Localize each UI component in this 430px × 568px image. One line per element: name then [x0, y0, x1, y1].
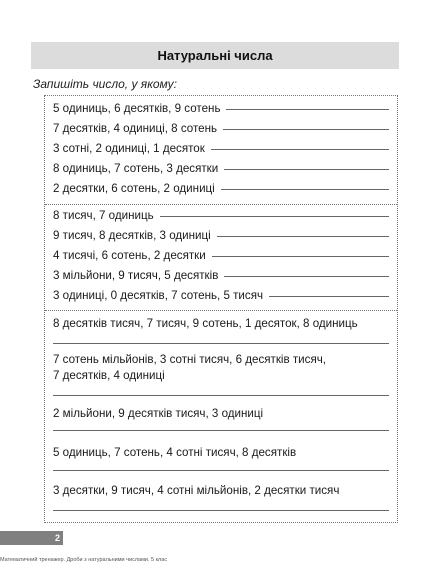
answer-line[interactable]: [221, 189, 389, 190]
answer-line[interactable]: [226, 109, 389, 110]
exercise-item: [53, 182, 389, 195]
exercise-item: [53, 142, 389, 155]
answer-line[interactable]: [53, 470, 389, 471]
exercise-item: [53, 249, 389, 262]
exercise-item: [53, 289, 389, 302]
exercise-item-text: 9 тисяч, 8 десятків, 3 одиниці: [53, 229, 211, 242]
exercise-item: [53, 209, 389, 222]
answer-line[interactable]: [212, 256, 389, 257]
exercise-item-text: 3 десятки, 9 тисяч, 4 сотні мільйонів, 2 десятки тисяч: [53, 484, 340, 497]
page-number: 2: [0, 531, 63, 545]
exercise-item: [53, 229, 389, 242]
exercise-item-text: 7 десятків, 4 одиниці: [53, 369, 165, 382]
answer-line[interactable]: [217, 236, 389, 237]
exercise-item-text: 7 сотень мільйонів, 3 сотні тисяч, 6 десятків тисяч,: [53, 353, 326, 366]
exercise-instruction: Запишіть число, у якому:: [33, 77, 177, 91]
exercise-item-text: 5 одиниць, 7 сотень, 4 сотні тисяч, 8 десятків: [53, 446, 297, 459]
answer-line[interactable]: [223, 129, 389, 130]
exercise-item-text: 2 мільйони, 9 десятків тисяч, 3 одиниці: [53, 407, 264, 420]
exercise-item: [53, 162, 389, 175]
exercise-item-text: 3 одиниці, 0 десятків, 7 сотень, 5 тисяч: [53, 289, 264, 302]
exercise-item-text: 3 сотні, 2 одиниці, 1 десяток: [53, 142, 205, 155]
exercise-item: [53, 122, 389, 135]
exercise-item-text: 8 тисяч, 7 одиниць: [53, 209, 154, 222]
answer-line[interactable]: [53, 430, 389, 431]
exercise-item-text: 8 одиниць, 7 сотень, 3 десятки: [53, 162, 219, 175]
exercise-box: [44, 95, 398, 523]
answer-line[interactable]: [224, 276, 389, 277]
answer-line[interactable]: [269, 296, 389, 297]
answer-line[interactable]: [53, 343, 389, 344]
group-divider: [45, 310, 397, 311]
section-title: Натуральні числа: [31, 42, 399, 69]
exercise-item-text: 5 одиниць, 6 десятків, 9 сотень: [53, 102, 221, 115]
exercise-item: [53, 269, 389, 282]
answer-line[interactable]: [211, 149, 389, 150]
group-divider: [45, 204, 397, 205]
exercise-item-text: 2 десятки, 6 сотень, 2 одиниці: [53, 182, 215, 195]
exercise-item-text: 7 десятків, 4 одиниці, 8 сотень: [53, 122, 218, 135]
footer-text: Математичний тренажер. Дроби з натуральними числами. 5 клас: [0, 557, 168, 563]
exercise-item-text: 4 тисячі, 6 сотень, 2 десятки: [53, 249, 206, 262]
answer-line[interactable]: [53, 510, 389, 511]
exercise-item-text: 8 десятків тисяч, 7 тисяч, 9 сотень, 1 десяток, 8 одиниць: [53, 317, 358, 330]
answer-line[interactable]: [160, 216, 389, 217]
answer-line[interactable]: [224, 169, 389, 170]
exercise-item-text: 3 мільйони, 9 тисяч, 5 десятків: [53, 269, 219, 282]
answer-line[interactable]: [53, 395, 389, 396]
exercise-item: [53, 102, 389, 115]
